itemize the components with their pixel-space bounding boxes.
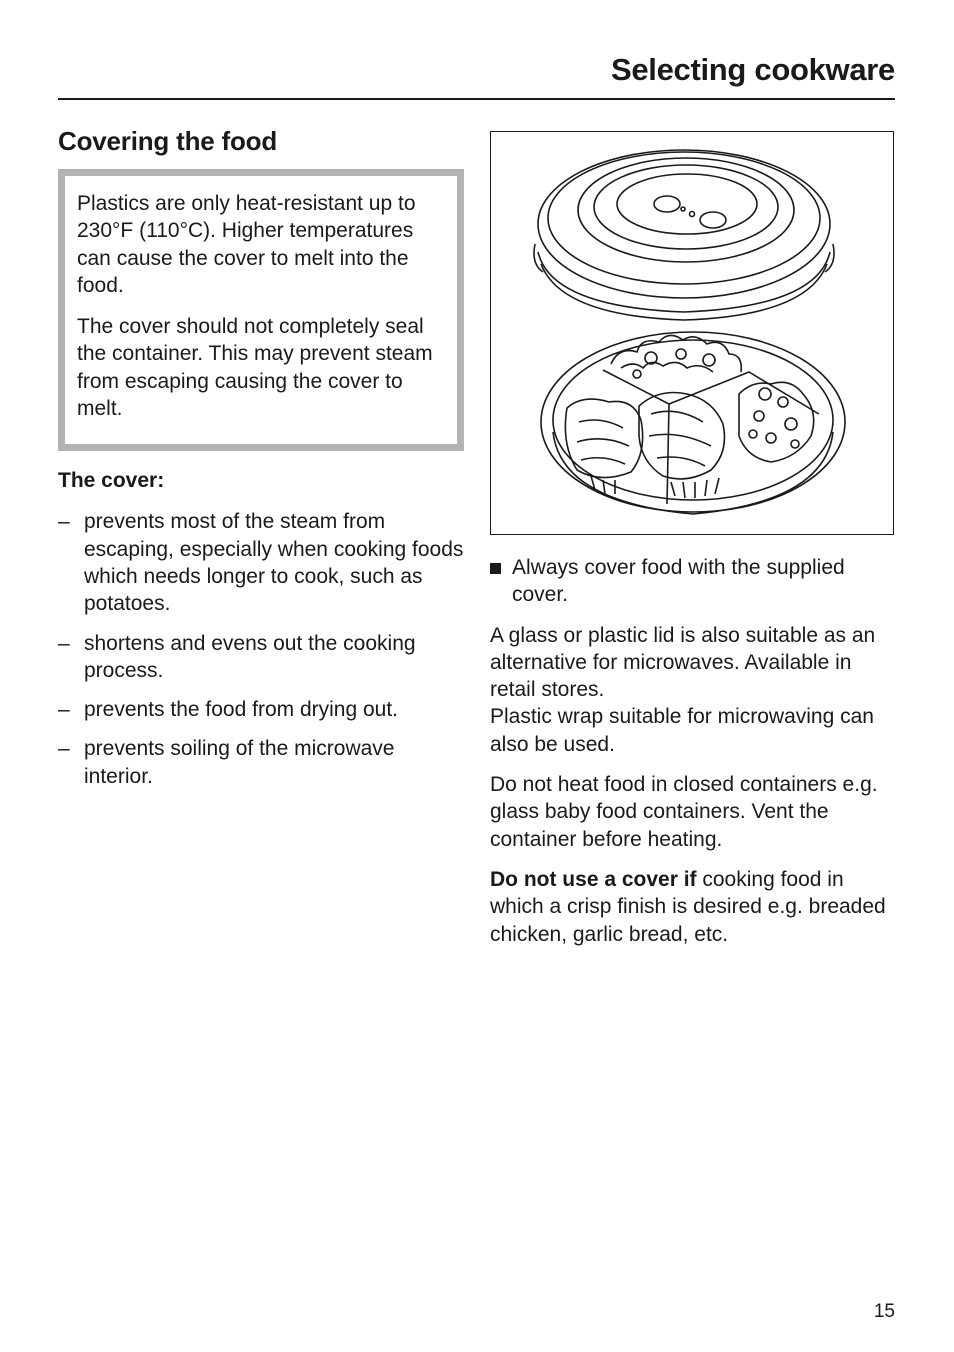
list-item	[58, 508, 464, 617]
list-item-text: prevents most of the steam from escaping, especially when cooking foods which needs longer to cook, such as potatoes.	[84, 510, 464, 616]
header-divider	[58, 98, 895, 100]
dash-marker: –	[58, 737, 70, 761]
page-title: Selecting cookware	[610, 52, 895, 87]
section-title: Covering the food	[58, 126, 278, 156]
paragraph-line: A glass or plastic lid is also suitable as an alternative for microwaves. Available in retail stores.	[490, 623, 876, 702]
right-column	[490, 131, 894, 948]
paragraph-line: Plastic wrap suitable for microwaving can also be used.	[490, 705, 874, 756]
warning-text: Plastics are only heat-resistant up to 230°F (110°C). Higher temperatures can cause the cover to melt into the food.	[77, 192, 416, 297]
list-item	[58, 696, 464, 723]
list-item-text: prevents the food from drying out.	[84, 698, 399, 722]
paragraph	[490, 622, 894, 758]
list-item	[58, 630, 464, 685]
dash-marker: –	[58, 631, 70, 655]
dash-marker: –	[58, 698, 70, 722]
bullet-item	[490, 554, 894, 609]
square-bullet-icon	[490, 563, 501, 574]
paragraph: Do not heat food in closed containers e.g. glass baby food containers. Vent the container before heating.	[490, 773, 878, 851]
cover-subheading: The cover:	[58, 469, 165, 493]
list-item-text: shortens and evens out the cooking process.	[84, 631, 416, 682]
warning-box	[58, 169, 464, 451]
list-item-text: prevents soiling of the microwave interior.	[84, 737, 395, 788]
covered-plate-illustration-icon	[491, 132, 895, 536]
left-column	[58, 123, 464, 802]
paragraph	[490, 866, 894, 948]
warning-text: The cover should not completely seal the container. This may prevent steam from escaping causing the cover to melt.	[77, 315, 433, 421]
paragraph-text: cooking food in which a crisp finish is desired e.g. breaded chicken, garlic bread, etc.	[490, 867, 886, 946]
warning-lead: Do not use a cover if	[490, 867, 697, 891]
figure-frame	[490, 131, 894, 535]
bullet-text: Always cover food with the supplied cover.	[512, 556, 845, 607]
list-item	[58, 735, 464, 790]
dash-marker: –	[58, 510, 70, 534]
page-number: 15	[873, 1301, 895, 1322]
cover-benefits-list	[58, 508, 464, 790]
